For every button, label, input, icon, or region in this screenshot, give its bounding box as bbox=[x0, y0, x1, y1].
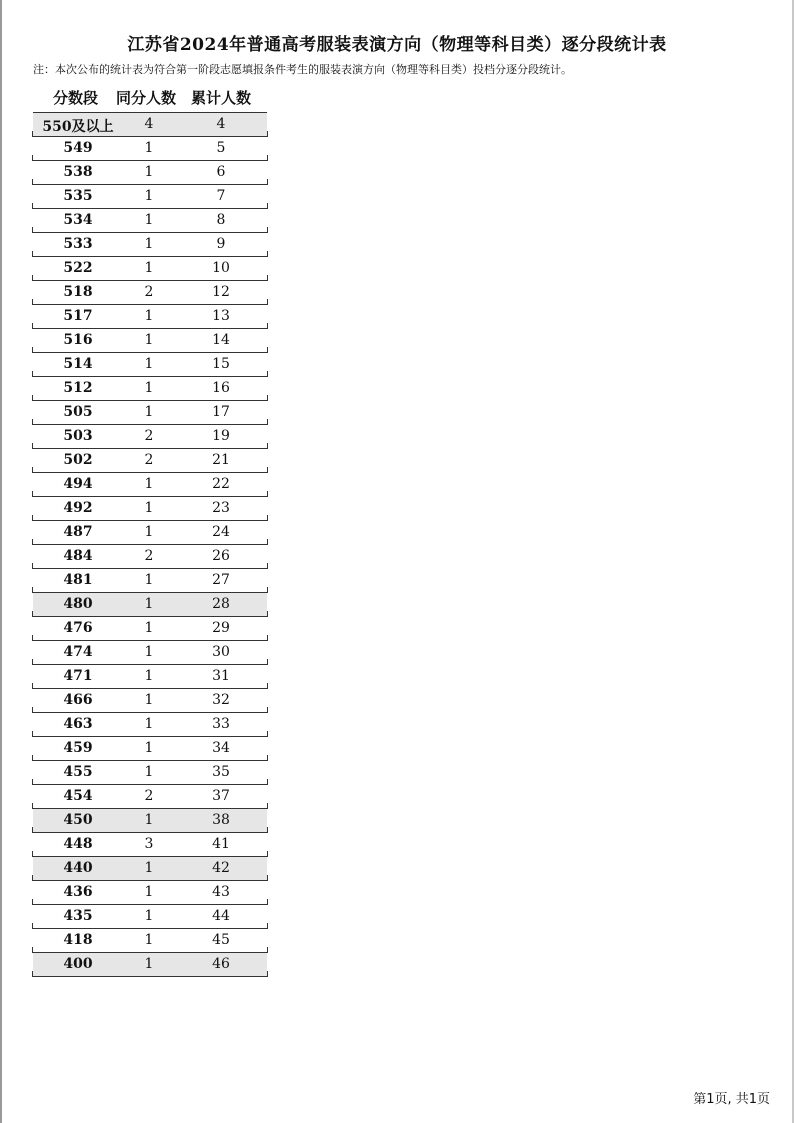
table-row bbox=[33, 377, 267, 401]
row-tick-right bbox=[267, 419, 268, 425]
cumulative-count-cell: 17 bbox=[212, 404, 230, 420]
header-cumulative-count: 累计人数 bbox=[191, 89, 252, 107]
cumulative-count-cell: 31 bbox=[212, 668, 230, 684]
cumulative-count-cell: 24 bbox=[212, 524, 230, 540]
cumulative-count-cell: 5 bbox=[216, 140, 226, 156]
cumulative-count-cell: 4 bbox=[216, 116, 226, 132]
score-cell: 518 bbox=[63, 284, 93, 300]
same-count-cell: 1 bbox=[144, 740, 154, 756]
row-tick-right bbox=[267, 443, 268, 449]
score-cell: 440 bbox=[63, 860, 93, 876]
same-count-cell: 1 bbox=[144, 860, 154, 876]
row-tick-right bbox=[267, 731, 268, 737]
same-count-cell: 1 bbox=[144, 884, 154, 900]
cumulative-count-cell: 14 bbox=[212, 332, 230, 348]
score-cell: 455 bbox=[63, 764, 93, 780]
row-tick-right bbox=[267, 827, 268, 833]
row-tick-right bbox=[267, 851, 268, 857]
row-tick-right bbox=[267, 155, 268, 161]
same-count-cell: 1 bbox=[144, 932, 154, 948]
same-count-cell: 1 bbox=[144, 476, 154, 492]
same-count-cell: 4 bbox=[144, 116, 154, 132]
cumulative-count-cell: 34 bbox=[212, 740, 230, 756]
document-title: 江苏省2024年普通高考服装表演方向（物理等科目类）逐分段统计表 bbox=[127, 35, 667, 55]
score-cell: 492 bbox=[63, 500, 93, 516]
score-cell: 522 bbox=[63, 260, 93, 276]
score-cell: 459 bbox=[63, 740, 93, 756]
score-cell: 454 bbox=[63, 788, 93, 804]
same-count-cell: 1 bbox=[144, 764, 154, 780]
cumulative-count-cell: 19 bbox=[212, 428, 230, 444]
cumulative-count-cell: 26 bbox=[212, 548, 230, 564]
cumulative-count-cell: 29 bbox=[212, 620, 230, 636]
table-row bbox=[33, 233, 267, 257]
score-cell: 538 bbox=[63, 164, 93, 180]
row-tick-right bbox=[267, 371, 268, 377]
table-row bbox=[33, 953, 267, 977]
same-count-cell: 1 bbox=[144, 596, 154, 612]
table-row bbox=[33, 641, 267, 665]
row-tick-right bbox=[267, 467, 268, 473]
same-count-cell: 1 bbox=[144, 236, 154, 252]
table-row bbox=[33, 497, 267, 521]
table-row bbox=[33, 281, 267, 305]
table-row bbox=[33, 569, 267, 593]
table-row bbox=[33, 689, 267, 713]
cumulative-count-cell: 13 bbox=[212, 308, 230, 324]
cumulative-count-cell: 42 bbox=[212, 860, 230, 876]
table-row bbox=[33, 881, 267, 905]
table-row bbox=[33, 833, 267, 857]
cumulative-count-cell: 15 bbox=[212, 356, 230, 372]
same-count-cell: 1 bbox=[144, 620, 154, 636]
table-row bbox=[33, 785, 267, 809]
row-tick-right bbox=[267, 635, 268, 641]
cumulative-count-cell: 6 bbox=[216, 164, 226, 180]
score-cell: 550及以上 bbox=[42, 119, 114, 135]
header-same-count: 同分人数 bbox=[116, 89, 177, 107]
same-count-cell: 1 bbox=[144, 260, 154, 276]
header-score: 分数段 bbox=[53, 89, 99, 107]
table-row bbox=[33, 401, 267, 425]
cumulative-count-cell: 35 bbox=[212, 764, 230, 780]
same-count-cell: 1 bbox=[144, 668, 154, 684]
cumulative-count-cell: 33 bbox=[212, 716, 230, 732]
cumulative-count-cell: 45 bbox=[212, 932, 230, 948]
same-count-cell: 1 bbox=[144, 380, 154, 396]
table-row bbox=[33, 857, 267, 881]
same-count-cell: 2 bbox=[144, 428, 154, 444]
score-cell: 512 bbox=[63, 380, 93, 396]
table-row bbox=[33, 161, 267, 185]
table-row bbox=[33, 137, 267, 161]
row-tick-right bbox=[267, 515, 268, 521]
row-tick-right bbox=[267, 563, 268, 569]
same-count-cell: 1 bbox=[144, 812, 154, 828]
table-row bbox=[33, 112, 267, 137]
table-row bbox=[33, 257, 267, 281]
table-row bbox=[33, 761, 267, 785]
score-cell: 533 bbox=[63, 236, 93, 252]
document-note: 注：本次公布的统计表为符合第一阶段志愿填报条件考生的服装表演方向（物理等科目类）投档分逐分段统计。 bbox=[33, 63, 572, 76]
same-count-cell: 1 bbox=[144, 188, 154, 204]
cumulative-count-cell: 23 bbox=[212, 500, 230, 516]
table-body bbox=[33, 112, 267, 977]
score-cell: 436 bbox=[63, 884, 93, 900]
cumulative-count-cell: 10 bbox=[212, 260, 230, 276]
score-cell: 516 bbox=[63, 332, 93, 348]
score-cell: 487 bbox=[63, 524, 93, 540]
table-row bbox=[33, 737, 267, 761]
row-tick-right bbox=[267, 395, 268, 401]
table-row bbox=[33, 713, 267, 737]
cumulative-count-cell: 28 bbox=[212, 596, 230, 612]
table-row bbox=[33, 521, 267, 545]
table-row bbox=[33, 329, 267, 353]
cumulative-count-cell: 30 bbox=[212, 644, 230, 660]
score-cell: 517 bbox=[63, 308, 93, 324]
cumulative-count-cell: 9 bbox=[216, 236, 226, 252]
cumulative-count-cell: 37 bbox=[212, 788, 230, 804]
score-cell: 474 bbox=[63, 644, 93, 660]
row-tick-right bbox=[267, 203, 268, 209]
row-tick-right bbox=[267, 587, 268, 593]
row-tick-right bbox=[267, 683, 268, 689]
score-cell: 480 bbox=[63, 596, 93, 612]
same-count-cell: 3 bbox=[144, 836, 154, 852]
table-row bbox=[33, 209, 267, 233]
cumulative-count-cell: 44 bbox=[212, 908, 230, 924]
row-tick-right bbox=[267, 899, 268, 905]
same-count-cell: 1 bbox=[144, 644, 154, 660]
table-row bbox=[33, 593, 267, 617]
score-cell: 400 bbox=[63, 956, 93, 972]
same-count-cell: 1 bbox=[144, 692, 154, 708]
cumulative-count-cell: 27 bbox=[212, 572, 230, 588]
row-tick-right bbox=[267, 611, 268, 617]
same-count-cell: 1 bbox=[144, 572, 154, 588]
cumulative-count-cell: 21 bbox=[212, 452, 230, 468]
table-row bbox=[33, 665, 267, 689]
table-row bbox=[33, 929, 267, 953]
score-cell: 466 bbox=[63, 692, 93, 708]
score-cell: 435 bbox=[63, 908, 93, 924]
score-cell: 484 bbox=[63, 548, 93, 564]
row-tick-right bbox=[267, 251, 268, 257]
same-count-cell: 2 bbox=[144, 452, 154, 468]
same-count-cell: 2 bbox=[144, 284, 154, 300]
row-tick-right bbox=[267, 707, 268, 713]
row-tick-right bbox=[267, 179, 268, 185]
score-cell: 503 bbox=[63, 428, 93, 444]
row-tick-right bbox=[267, 299, 268, 305]
score-cell: 448 bbox=[63, 836, 93, 852]
row-tick-right bbox=[267, 491, 268, 497]
cumulative-count-cell: 12 bbox=[212, 284, 230, 300]
score-cell: 534 bbox=[63, 212, 93, 228]
same-count-cell: 1 bbox=[144, 140, 154, 156]
row-tick-right bbox=[267, 947, 268, 953]
table-row bbox=[33, 305, 267, 329]
table-row bbox=[33, 185, 267, 209]
row-tick-right bbox=[267, 803, 268, 809]
score-cell: 463 bbox=[63, 716, 93, 732]
row-tick-right bbox=[267, 971, 268, 977]
table-row bbox=[33, 425, 267, 449]
table-header bbox=[33, 84, 267, 112]
score-cell: 418 bbox=[63, 932, 93, 948]
same-count-cell: 1 bbox=[144, 308, 154, 324]
same-count-cell: 1 bbox=[144, 956, 154, 972]
cumulative-count-cell: 41 bbox=[212, 836, 230, 852]
row-tick-right bbox=[267, 659, 268, 665]
row-tick-right bbox=[267, 875, 268, 881]
table-row bbox=[33, 905, 267, 929]
same-count-cell: 2 bbox=[144, 788, 154, 804]
row-tick-right bbox=[267, 539, 268, 545]
row-tick-right bbox=[267, 131, 268, 137]
table-row bbox=[33, 353, 267, 377]
table-row bbox=[33, 449, 267, 473]
same-count-cell: 1 bbox=[144, 716, 154, 732]
cumulative-count-cell: 22 bbox=[212, 476, 230, 492]
cumulative-count-cell: 16 bbox=[212, 380, 230, 396]
score-cell: 494 bbox=[63, 476, 93, 492]
row-tick-right bbox=[267, 323, 268, 329]
score-cell: 471 bbox=[63, 668, 93, 684]
same-count-cell: 1 bbox=[144, 164, 154, 180]
score-cell: 476 bbox=[63, 620, 93, 636]
score-cell: 502 bbox=[63, 452, 93, 468]
same-count-cell: 1 bbox=[144, 356, 154, 372]
same-count-cell: 1 bbox=[144, 332, 154, 348]
table-row bbox=[33, 809, 267, 833]
row-tick-right bbox=[267, 923, 268, 929]
score-cell: 481 bbox=[63, 572, 93, 588]
score-cell: 514 bbox=[63, 356, 93, 372]
same-count-cell: 1 bbox=[144, 404, 154, 420]
score-cell: 549 bbox=[63, 140, 93, 156]
same-count-cell: 1 bbox=[144, 500, 154, 516]
score-cell: 535 bbox=[63, 188, 93, 204]
table-row bbox=[33, 473, 267, 497]
same-count-cell: 1 bbox=[144, 908, 154, 924]
row-tick-right bbox=[267, 779, 268, 785]
score-distribution-table bbox=[33, 84, 267, 977]
row-tick-right bbox=[267, 755, 268, 761]
row-tick-right bbox=[267, 275, 268, 281]
table-row bbox=[33, 617, 267, 641]
table-row bbox=[33, 545, 267, 569]
same-count-cell: 2 bbox=[144, 548, 154, 564]
same-count-cell: 1 bbox=[144, 212, 154, 228]
row-tick-right bbox=[267, 227, 268, 233]
cumulative-count-cell: 46 bbox=[212, 956, 230, 972]
score-cell: 505 bbox=[63, 404, 93, 420]
cumulative-count-cell: 7 bbox=[216, 188, 226, 204]
page-edge-left bbox=[0, 0, 2, 1123]
cumulative-count-cell: 43 bbox=[212, 884, 230, 900]
cumulative-count-cell: 38 bbox=[212, 812, 230, 828]
cumulative-count-cell: 8 bbox=[216, 212, 226, 228]
score-cell: 450 bbox=[63, 812, 93, 828]
row-tick-right bbox=[267, 347, 268, 353]
page-number: 第1页, 共1页 bbox=[693, 1092, 770, 1107]
cumulative-count-cell: 32 bbox=[212, 692, 230, 708]
same-count-cell: 1 bbox=[144, 524, 154, 540]
